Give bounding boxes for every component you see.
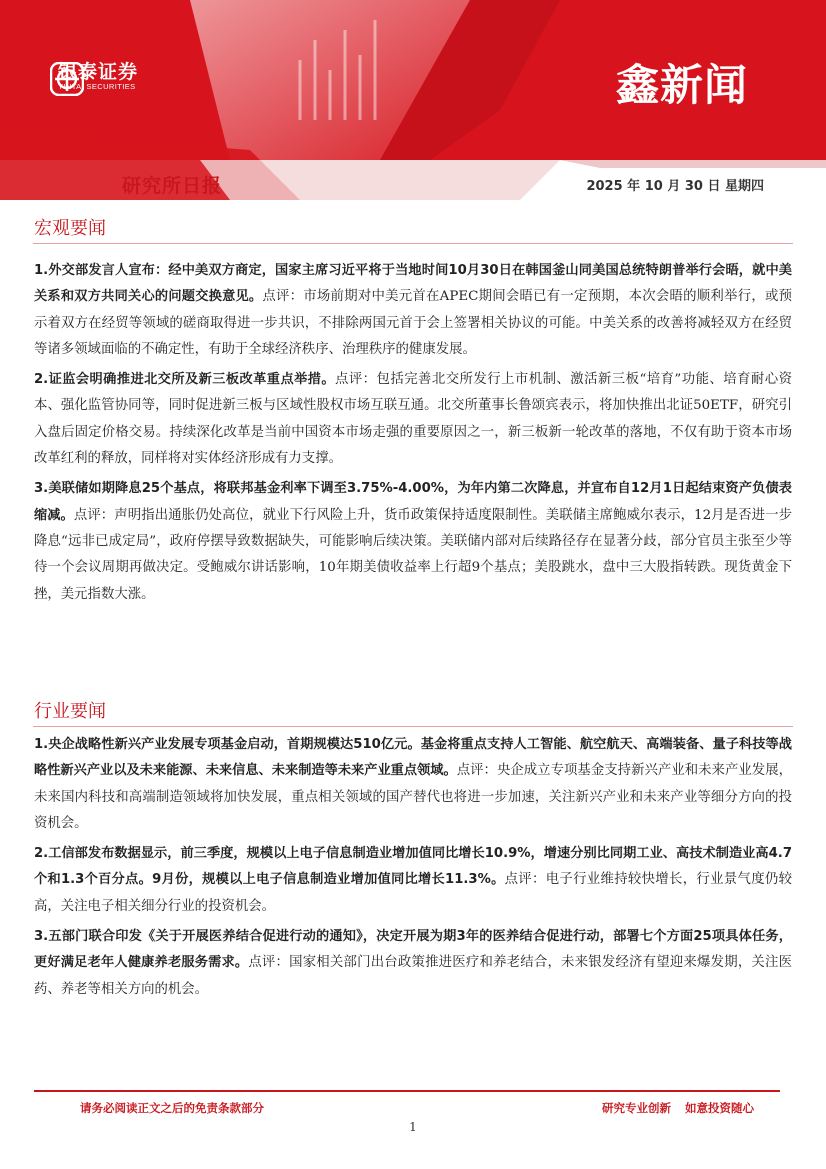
macro-news-list	[34, 258, 792, 612]
news-item	[34, 841, 792, 920]
banner-pink-wave	[200, 160, 560, 200]
news-headline: 3.美联储如期降息25个基点，将联邦基金利率下调至3.75%-4.00%，为年内第二次降息，并宣布自12月1日起结束资产负债表缩减。	[34, 481, 792, 523]
news-comment: 点评：市场前期对中美元首在APEC期间会晤已有一定预期，本次会晤的顺利举行，或预示着双方在经贸等领域的磋商取得进一步共识，不排除两国元首于会上签署相关协议的可能。中美关系的改善将减轻双方在经贸等诸多领域面临的不确定性，有助于全球经济秩序、治理秩序的健康发展。	[34, 289, 792, 357]
news-headline: 1.外交部发言人宣布：经中美双方商定，国家主席习近平将于当地时间10月30日在韩国釜山同美国总统特朗普举行会晤，就中美关系和双方共同关心的问题交换意见。	[34, 263, 792, 305]
logo-chinese-name: 银泰证券	[58, 61, 139, 83]
news-item	[34, 367, 792, 472]
footer-disclaimer: 请务必阅读正文之后的免责条款部分	[80, 1101, 264, 1115]
news-comment: 点评：电子行业维持较快增长，行业景气度仍较高，关注电子相关细分行业的投资机会。	[34, 872, 792, 914]
news-item	[34, 476, 792, 607]
news-comment: 点评：央企成立专项基金支持新兴产业和未来产业发展，未来国内科技和高端制造领域将加快发展，重点相关领域的国产替代也将进一步加速，关注新兴产业和未来产业等细分方向的投资机会。	[34, 763, 792, 831]
news-item	[34, 732, 792, 837]
news-headline: 3.五部门联合印发《关于开展医养结合促进行动的通知》，决定开展为期3年的医养结合促进行动，部署七个方面25项具体任务，更好满足老年人健康养老服务需求。	[34, 929, 792, 971]
section-title-industry: 行业要闻	[34, 701, 106, 722]
page-number: 1	[409, 1120, 417, 1134]
yintai-logo-icon	[50, 62, 84, 96]
footer-slogan	[588, 1100, 754, 1116]
industry-news-list	[34, 732, 792, 1007]
report-date: 2025 年 10 月 30 日 星期四	[586, 179, 764, 194]
brand-title: 鑫新闻	[616, 61, 748, 111]
news-comment: 点评：包括完善北交所发行上市机制、激活新三板“培育”功能、培育耐心资本、强化监管协同等，同时促进新三板与区域性股权市场互联互通。北交所董事长鲁颂宾表示，将加快推出北证50ETF，研究引入盘后固定价格交易。持续深化改革是当前中国资本市场走强的重要原因之一，新三板新一轮改革的落地，不仅有助于资本市场改革红利的释放，同样将对实体经济形成有力支撑。	[34, 372, 792, 467]
section-divider	[33, 726, 793, 727]
news-comment: 点评：声明指出通胀仍处高位，就业下行风险上升，货币政策保持适度限制性。美联储主席鲍威尔表示，12月是否进一步降息“远非已成定局”，政府停摆导致数据缺失，可能影响后续决策。美联储内部对后续路径存在显著分歧，部分官员主张至少等待一个会议周期再做决定。受鲍威尔讲话影响，10年期美债收益率上行超9个基点；美股跳水，盘中三大股指转跌。现货黄金下挫，美元指数大涨。	[34, 507, 792, 602]
footer-slogan-2: 如意投资随心	[685, 1101, 754, 1115]
news-comment: 点评：国家相关部门出台政策推进医疗和养老结合，未来银发经济有望迎来爆发期，关注医药、养老等相关方向的机会。	[34, 955, 793, 997]
header-banner	[0, 0, 826, 200]
section-title-macro: 宏观要闻	[34, 218, 106, 239]
logo-english-name: YINTAI SECURITIES	[58, 82, 136, 91]
news-headline: 2.工信部发布数据显示，前三季度，规模以上电子信息制造业增加值同比增长10.9%，增速分别比同期工业、高技术制造业高4.7个和1.3个百分点。9月份，规模以上电子信息制造业增加值同比增长11.3%。	[34, 846, 792, 888]
news-headline: 1.央企战略性新兴产业发展专项基金启动，首期规模达510亿元。基金将重点支持人工智能、航空航天、高端装备、量子科技等战略性新兴产业以及未来能源、未来信息、未来制造等未来产业重点领域。	[34, 737, 792, 779]
news-item	[34, 924, 792, 1003]
news-headline: 2.证监会明确推进北交所及新三板改革重点举措。	[34, 372, 335, 388]
footer-divider	[34, 1090, 780, 1092]
news-item	[34, 258, 792, 363]
section-divider	[33, 243, 793, 244]
footer-slogan-1: 研究专业创新	[602, 1101, 671, 1115]
report-title: 研究所日报	[122, 175, 223, 197]
company-logo	[50, 62, 138, 91]
banner-accent-line	[560, 160, 826, 168]
